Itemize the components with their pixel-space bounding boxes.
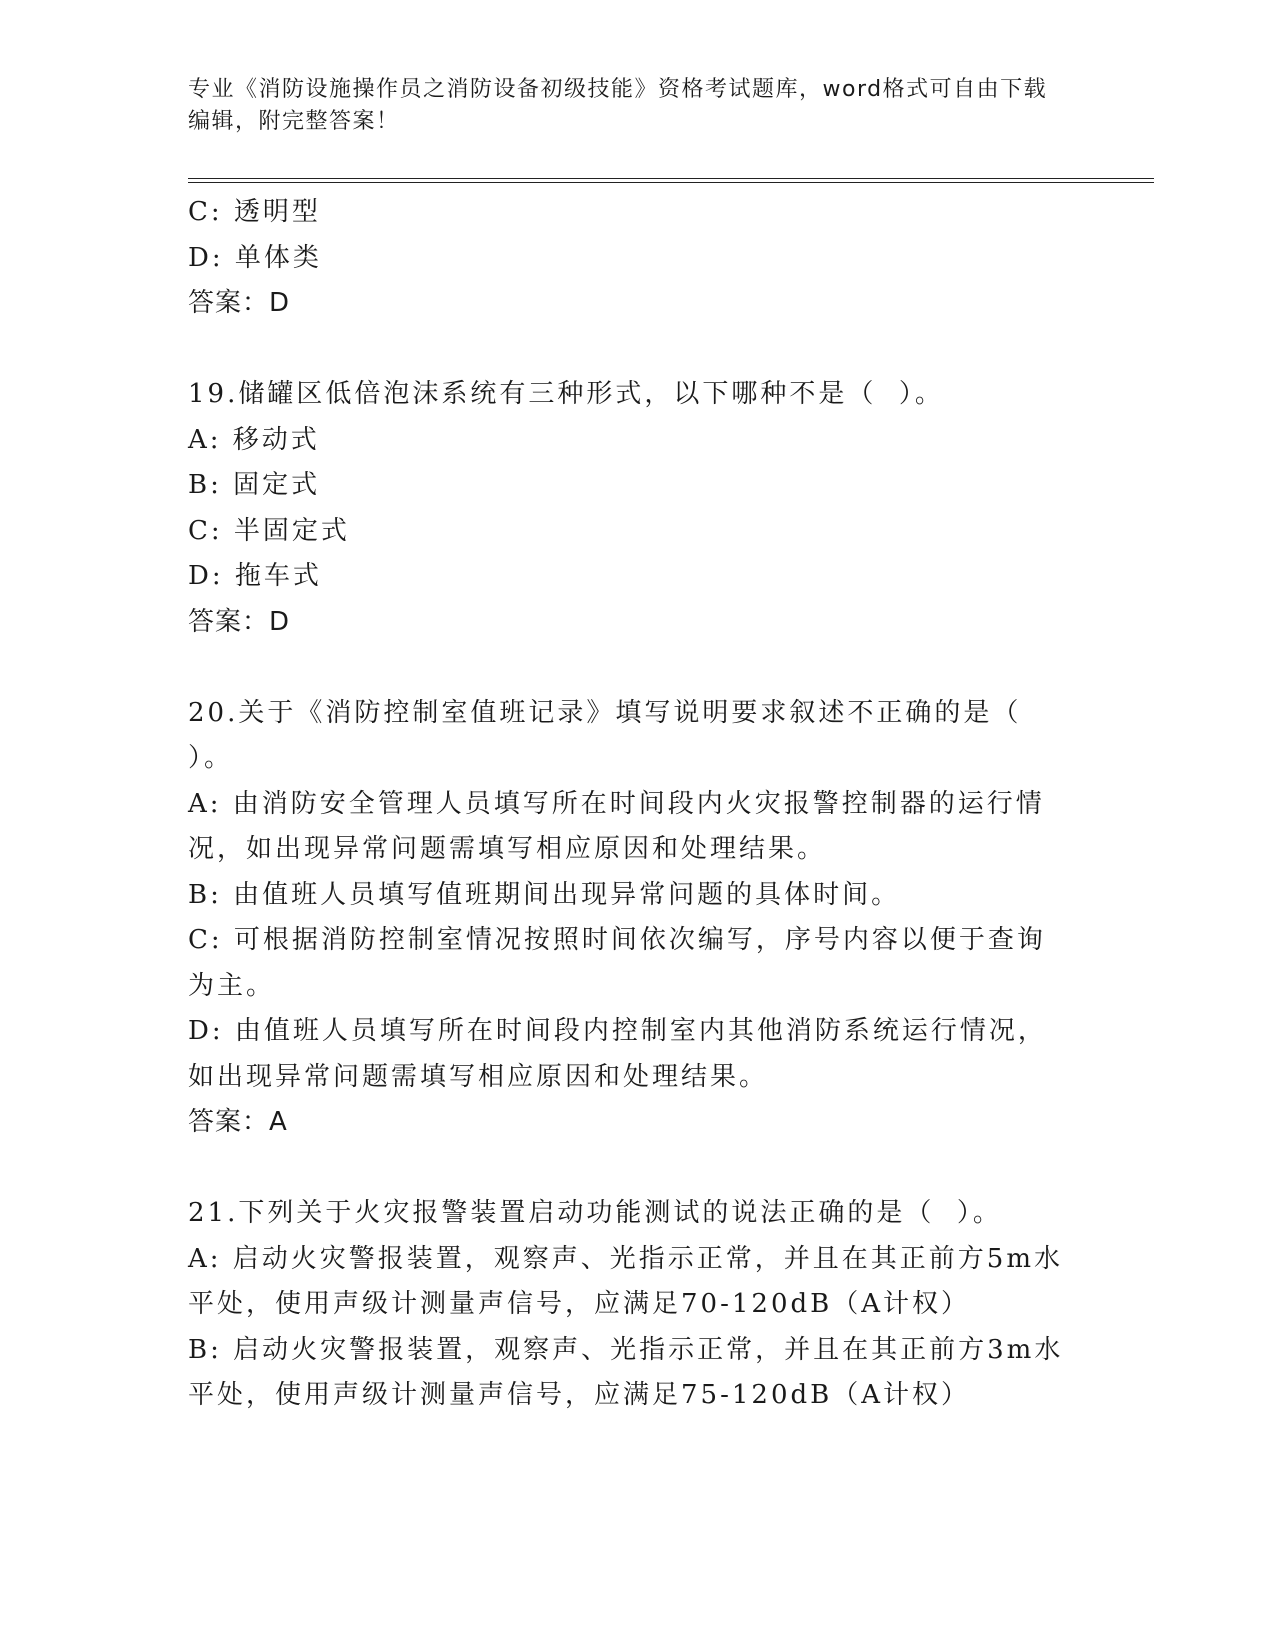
option-a: A: 移动式 — [188, 424, 320, 455]
question-21 — [188, 1191, 1068, 1419]
header-divider — [188, 178, 1154, 183]
option-b: B: 由值班人员填写值班期间出现异常问题的具体时间。 — [188, 879, 901, 910]
spacer — [188, 327, 1068, 373]
question-stem: 21.下列关于火灾报警装置启动功能测试的说法正确的是（ ）。 — [188, 1198, 1002, 1228]
partial-question-18 — [188, 190, 1068, 327]
option-d: D: 由值班人员填写所在时间段内控制室内其他消防系统运行情况，如出现异常问题需填写相应原因和处理结果。 — [188, 1016, 1047, 1092]
option-d: D: 拖车式 — [188, 561, 322, 591]
answer: 答案：A — [188, 1107, 288, 1137]
question-19 — [188, 372, 1068, 645]
answer: 答案：D — [188, 606, 291, 637]
option-d: D: 单体类 — [188, 242, 322, 273]
option-b: B: 启动火灾警报装置，观察声、光指示正常，并且在其正前方3m水平处，使用声级计测量声信号，应满足75-120dB（A计权） — [188, 1334, 1064, 1410]
question-20 — [188, 691, 1068, 1146]
option-a: A: 启动火灾警报装置，观察声、光指示正常，并且在其正前方5m水平处，使用声级计测量声信号，应满足70-120dB（A计权） — [188, 1243, 1063, 1319]
question-stem: 20.关于《消防控制室值班记录》填写说明要求叙述不正确的是（ ）。 — [188, 697, 1044, 773]
option-c: C: 透明型 — [188, 197, 321, 227]
document-header: 专业《消防设施操作员之消防设备初级技能》资格考试题库，word格式可自由下载编辑，附完整答案！ — [188, 77, 1048, 134]
question-stem: 19.储罐区低倍泡沫系统有三种形式，以下哪种不是（ ）。 — [188, 379, 944, 409]
option-c: C: 半固定式 — [188, 515, 350, 546]
spacer — [188, 1146, 1068, 1192]
spacer — [188, 645, 1068, 691]
option-c: C: 可根据消防控制室情况按照时间依次编写，序号内容以便于查询为主。 — [188, 925, 1046, 1001]
option-a: A: 由消防安全管理人员填写所在时间段内火灾报警控制器的运行情况，如出现异常问题需填写相应原因和处理结果。 — [188, 788, 1045, 864]
answer: 答案：D — [188, 288, 291, 318]
option-b: B: 固定式 — [188, 470, 321, 500]
question-list — [188, 190, 1068, 1419]
